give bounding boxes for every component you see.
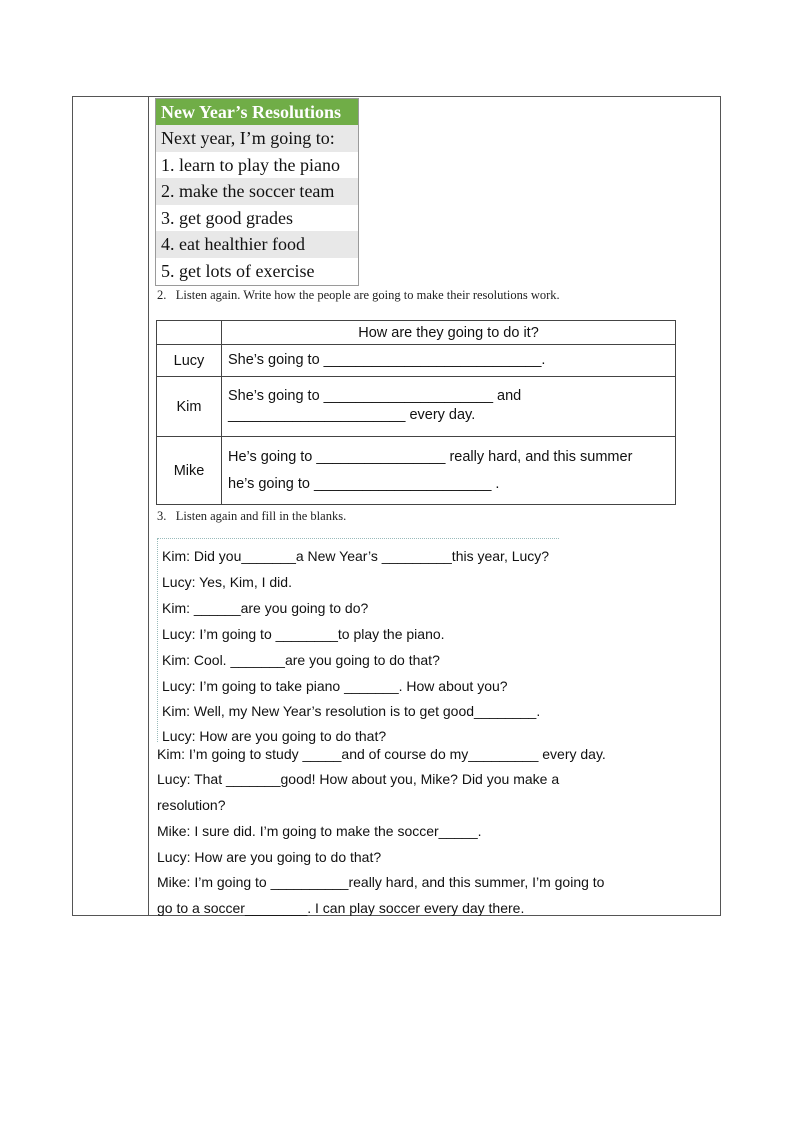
dialog-line[interactable]: Kim: I’m going to study _____and of course do my_________ every day. bbox=[157, 746, 606, 762]
dialog-line[interactable]: Kim: ______are you going to do? bbox=[162, 600, 369, 616]
dialog-line: Lucy: How are you going to do that? bbox=[162, 728, 387, 744]
table-row bbox=[157, 377, 676, 437]
answer-line[interactable]: She’s going to _____________________ and bbox=[228, 387, 522, 404]
table-header: How are they going to do it? bbox=[222, 321, 676, 345]
resolution-item: 3. get good grades bbox=[161, 207, 293, 228]
dialog-line[interactable]: Mike: I’m going to __________really hard, and this summer, I’m going to bbox=[157, 874, 605, 890]
dialog-line[interactable]: go to a soccer________. I can play soccer every day there. bbox=[157, 900, 525, 916]
answer-line[interactable]: he’s going to ______________________ . bbox=[228, 475, 500, 492]
exercise3-instruction: 3. Listen again and fill in the blanks. bbox=[157, 509, 347, 523]
resolutions-intro: Next year, I’m going to: bbox=[156, 125, 358, 152]
resolution-item: 5. get lots of exercise bbox=[161, 260, 315, 281]
dialog-line[interactable]: Kim: Cool. _______are you going to do that? bbox=[162, 652, 440, 668]
resolutions-box bbox=[155, 98, 359, 286]
resolutions-title: New Year’s Resolutions bbox=[156, 99, 358, 125]
dialog-line[interactable]: Kim: Did you_______a New Year’s _________this year, Lucy? bbox=[162, 548, 550, 564]
table-row bbox=[157, 437, 676, 505]
answer-line[interactable]: He’s going to ________________ really hard, and this summer bbox=[228, 448, 633, 465]
dialog-line: Lucy: Yes, Kim, I did. bbox=[162, 574, 292, 590]
exercise2-table bbox=[156, 320, 676, 505]
dialog-line: Lucy: How are you going to do that? bbox=[157, 849, 382, 865]
person-name: Lucy bbox=[157, 345, 222, 377]
dialog-line[interactable]: Mike: I sure did. I’m going to make the soccer_____. bbox=[157, 823, 482, 839]
table-corner-cell bbox=[157, 321, 222, 345]
resolution-item: 2. make the soccer team bbox=[156, 178, 358, 205]
resolution-item: 4. eat healthier food bbox=[156, 231, 358, 258]
dialog-line[interactable]: Kim: Well, my New Year’s resolution is to get good________. bbox=[162, 703, 541, 719]
table-row bbox=[157, 345, 676, 377]
resolution-item: 1. learn to play the piano bbox=[161, 154, 340, 175]
answer-line[interactable]: She’s going to ___________________________. bbox=[228, 352, 546, 368]
exercise2-instruction: 2. Listen again. Write how the people are going to make their resolutions work. bbox=[157, 288, 560, 302]
frame-divider bbox=[148, 97, 149, 915]
person-name: Kim bbox=[157, 377, 222, 437]
dialog-line[interactable]: Lucy: I’m going to take piano _______. How about you? bbox=[162, 678, 508, 694]
dialog-line[interactable]: Lucy: That _______good! How about you, Mike? Did you make a bbox=[157, 771, 560, 787]
dialog-line[interactable]: Lucy: I’m going to ________to play the piano. bbox=[162, 626, 445, 642]
dialog-line: resolution? bbox=[157, 797, 226, 813]
answer-line[interactable]: ______________________ every day. bbox=[228, 406, 476, 423]
person-name: Mike bbox=[157, 437, 222, 505]
